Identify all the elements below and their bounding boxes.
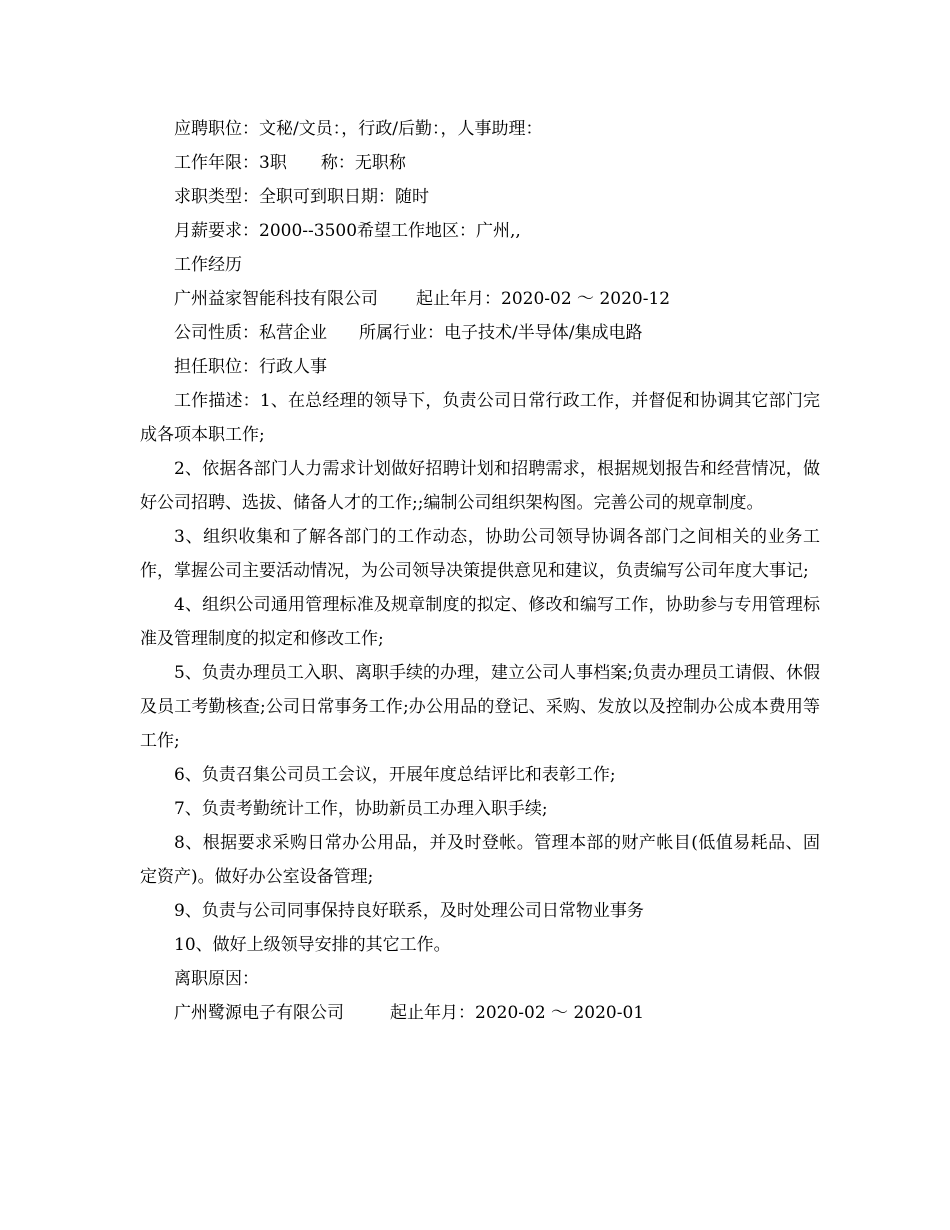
title-label: 称：无职称: [320, 153, 406, 173]
job2-period: 起止年月：2020-02 ～ 2020-01: [390, 1003, 645, 1023]
position-line: 应聘职位：文秘/文员：，行政/后勤：，人事助理：: [174, 119, 543, 139]
job1-desc-1: 工作描述：1、在总经理的领导下，负责公司日常行政工作，并督促和协调其它部门完成各项本职工作;: [140, 391, 820, 445]
job1-role: 担任职位：行政人事: [174, 357, 327, 377]
job1-desc-3: 3、组织收集和了解各部门的工作动态，协助公司领导协调各部门之间相关的业务工作，掌握公司主要活动情况，为公司领导决策提供意见和建议，负责编写公司年度大事记;: [140, 527, 820, 581]
job1-company: 广州益家智能科技有限公司: [174, 289, 378, 309]
job1-meta: [140, 316, 820, 350]
job1-desc-10: 10、做好上级领导安排的其它工作。: [174, 935, 451, 955]
section-title: 工作经历: [174, 255, 242, 275]
resume-page: [140, 112, 820, 1030]
job2-header: [140, 996, 820, 1030]
job1-desc-9: 9、负责与公司同事保持良好联系，及时处理公司日常物业事务: [174, 901, 644, 921]
job1-desc-4: 4、组织公司通用管理标准及规章制度的拟定、修改和编写工作，协助参与专用管理标准及管理制度的拟定和修改工作;: [140, 595, 820, 649]
years-line: [140, 146, 820, 180]
job2-company: 广州鹭源电子有限公司: [174, 1003, 344, 1023]
job1-period: 起止年月：2020-02 ～ 2020-12: [416, 289, 671, 309]
job1-desc-8: 8、根据要求采购日常办公用品，并及时登帐。管理本部的财产帐目(低值易耗品、固定资产)。做好办公室设备管理;: [140, 833, 820, 887]
job-type-line: 求职类型：全职可到职日期：随时: [174, 187, 429, 207]
job1-desc-6: 6、负责召集公司员工会议，开展年度总结评比和表彰工作;: [174, 765, 616, 785]
job1-header: [140, 282, 820, 316]
job1-nature: 公司性质：私营企业: [174, 323, 327, 343]
job1-industry: 所属行业：电子技术/半导体/集成电路: [359, 323, 643, 343]
job1-desc-5: 5、负责办理员工入职、离职手续的办理，建立公司人事档案;负责办理员工请假、休假及员工考勤核查;公司日常事务工作;办公用品的登记、采购、发放以及控制办公成本费用等工作;: [140, 663, 820, 751]
job1-desc-7: 7、负责考勤统计工作，协助新员工办理入职手续;: [174, 799, 548, 819]
salary-line: 月薪要求：2000--3500希望工作地区：广州,,: [174, 221, 521, 241]
job1-leave-reason: 离职原因：: [174, 969, 259, 989]
job1-desc-2: 2、依据各部门人力需求计划做好招聘计划和招聘需求，根据规划报告和经营情况，做好公司招聘、选拔、储备人才的工作;;编制公司组织架构图。完善公司的规章制度。: [140, 459, 820, 513]
years-label: 工作年限：3职: [174, 153, 287, 173]
